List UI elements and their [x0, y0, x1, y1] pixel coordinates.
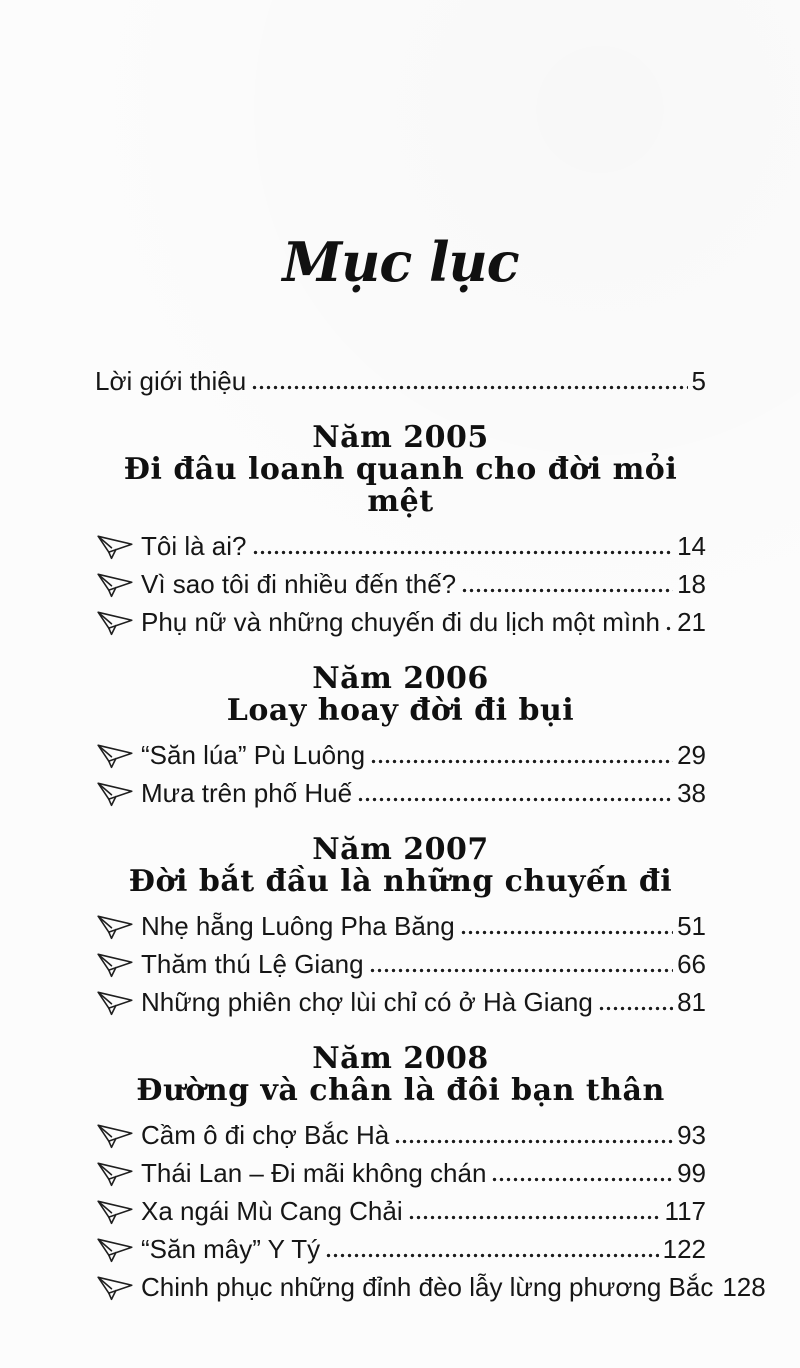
section-items [95, 1120, 766, 1302]
paper-plane-icon [95, 1272, 135, 1302]
toc-entry [95, 987, 706, 1017]
toc-entry-label: Mưa trên phố Huế [141, 778, 353, 808]
dot-leader [461, 587, 673, 593]
toc-entry-page: 66 [677, 949, 706, 979]
toc-sections [95, 420, 766, 1302]
toc-entry-page: 38 [677, 778, 706, 808]
toc-entry-label: Nhẹ hẵng Luông Pha Băng [141, 911, 455, 941]
toc-entry [95, 1196, 706, 1226]
toc-entry-label: Những phiên chợ lùi chỉ có ở Hà Giang [141, 987, 593, 1017]
paper-plane-icon [95, 531, 135, 561]
toc-entry-page: 93 [677, 1120, 706, 1150]
paper-plane-icon [95, 1196, 135, 1226]
paper-plane-icon [95, 1120, 135, 1150]
paper-plane-icon [95, 1158, 135, 1188]
paper-plane-icon [95, 949, 135, 979]
section-year: Năm 2007 [312, 832, 489, 867]
toc-entry-page: 122 [662, 1234, 706, 1264]
toc-entry-label: Chinh phục những đỉnh đèo lẫy lừng phương Bắc [141, 1272, 714, 1302]
paper-plane-icon [95, 607, 135, 637]
dot-leader [491, 1176, 673, 1182]
toc-entry-label: Xa ngái Mù Cang Chải [141, 1196, 403, 1226]
dot-leader [251, 384, 687, 390]
toc-entry [95, 740, 706, 770]
toc-entry [95, 1158, 706, 1188]
toc-entry-label: “Săn mây” Y Tý [141, 1234, 321, 1264]
paper-plane-icon [95, 911, 135, 941]
dot-leader [394, 1138, 673, 1144]
dot-leader [325, 1252, 658, 1258]
toc-entry [95, 778, 706, 808]
paper-plane-icon [95, 1234, 135, 1264]
toc-entry [95, 949, 706, 979]
paper-plane-icon [95, 740, 135, 770]
section-subtitle: Đường và chân là đôi bạn thân [136, 1073, 665, 1108]
toc-entry-label: Cầm ô đi chợ Bắc Hà [141, 1120, 390, 1150]
toc-entry [95, 1272, 766, 1302]
dot-leader [357, 796, 673, 802]
toc-entry-label: Thái Lan – Đi mãi không chán [141, 1158, 487, 1188]
dot-leader [665, 625, 673, 631]
section-items [95, 911, 706, 1017]
toc-entry-label: “Săn lúa” Pù Luông [141, 740, 366, 770]
toc-entry-label: Phụ nữ và những chuyến đi du lịch một mình [141, 607, 660, 637]
toc-entry [95, 607, 706, 637]
dot-leader [598, 1005, 673, 1011]
dot-leader [370, 758, 673, 764]
toc-entry-page: 128 [722, 1272, 766, 1302]
toc-entry-label: Lời giới thiệu [95, 366, 247, 396]
dot-leader [408, 1214, 661, 1220]
toc-entry-intro [95, 366, 706, 396]
toc-entry-page: 99 [677, 1158, 706, 1188]
toc-entry-label: Vì sao tôi đi nhiều đến thế? [141, 569, 457, 599]
paper-plane-icon [95, 987, 135, 1017]
toc-entry-label: Tôi là ai? [141, 531, 247, 561]
toc-entry [95, 1234, 706, 1264]
section-items [95, 740, 706, 808]
section-subtitle: Đi đâu loanh quanh cho đời mỏi mệt [123, 452, 678, 519]
section-subtitle: Đời bắt đầu là những chuyến đi [128, 864, 673, 899]
section-year: Năm 2006 [312, 661, 489, 696]
toc-section [95, 834, 706, 1017]
toc-entry [95, 1120, 706, 1150]
toc-section [95, 1041, 766, 1302]
dot-leader [369, 967, 674, 973]
toc-entry-page: 29 [677, 740, 706, 770]
toc-entry-page: 81 [677, 987, 706, 1017]
dot-leader [252, 549, 674, 555]
toc-entry [95, 569, 706, 599]
page-title: Mục lục [282, 230, 519, 294]
paper-plane-icon [95, 778, 135, 808]
toc-entry-page: 5 [691, 366, 706, 396]
toc-entry-page: 21 [677, 607, 706, 637]
toc-entry [95, 911, 706, 941]
toc-entry-page: 117 [664, 1196, 706, 1226]
toc-entry [95, 531, 706, 561]
paper-plane-icon [95, 569, 135, 599]
section-year: Năm 2005 [312, 420, 489, 455]
toc-entry-page: 18 [677, 569, 706, 599]
toc-entry-label: Thăm thú Lệ Giang [141, 949, 364, 979]
section-subtitle: Loay hoay đời đi bụi [226, 693, 575, 728]
toc-entry-page: 51 [677, 911, 706, 941]
toc-entry-page: 14 [677, 531, 706, 561]
section-year: Năm 2008 [312, 1041, 489, 1076]
toc-section [95, 422, 706, 637]
dot-leader [460, 929, 673, 935]
toc-section [95, 663, 706, 808]
section-items [95, 531, 706, 637]
